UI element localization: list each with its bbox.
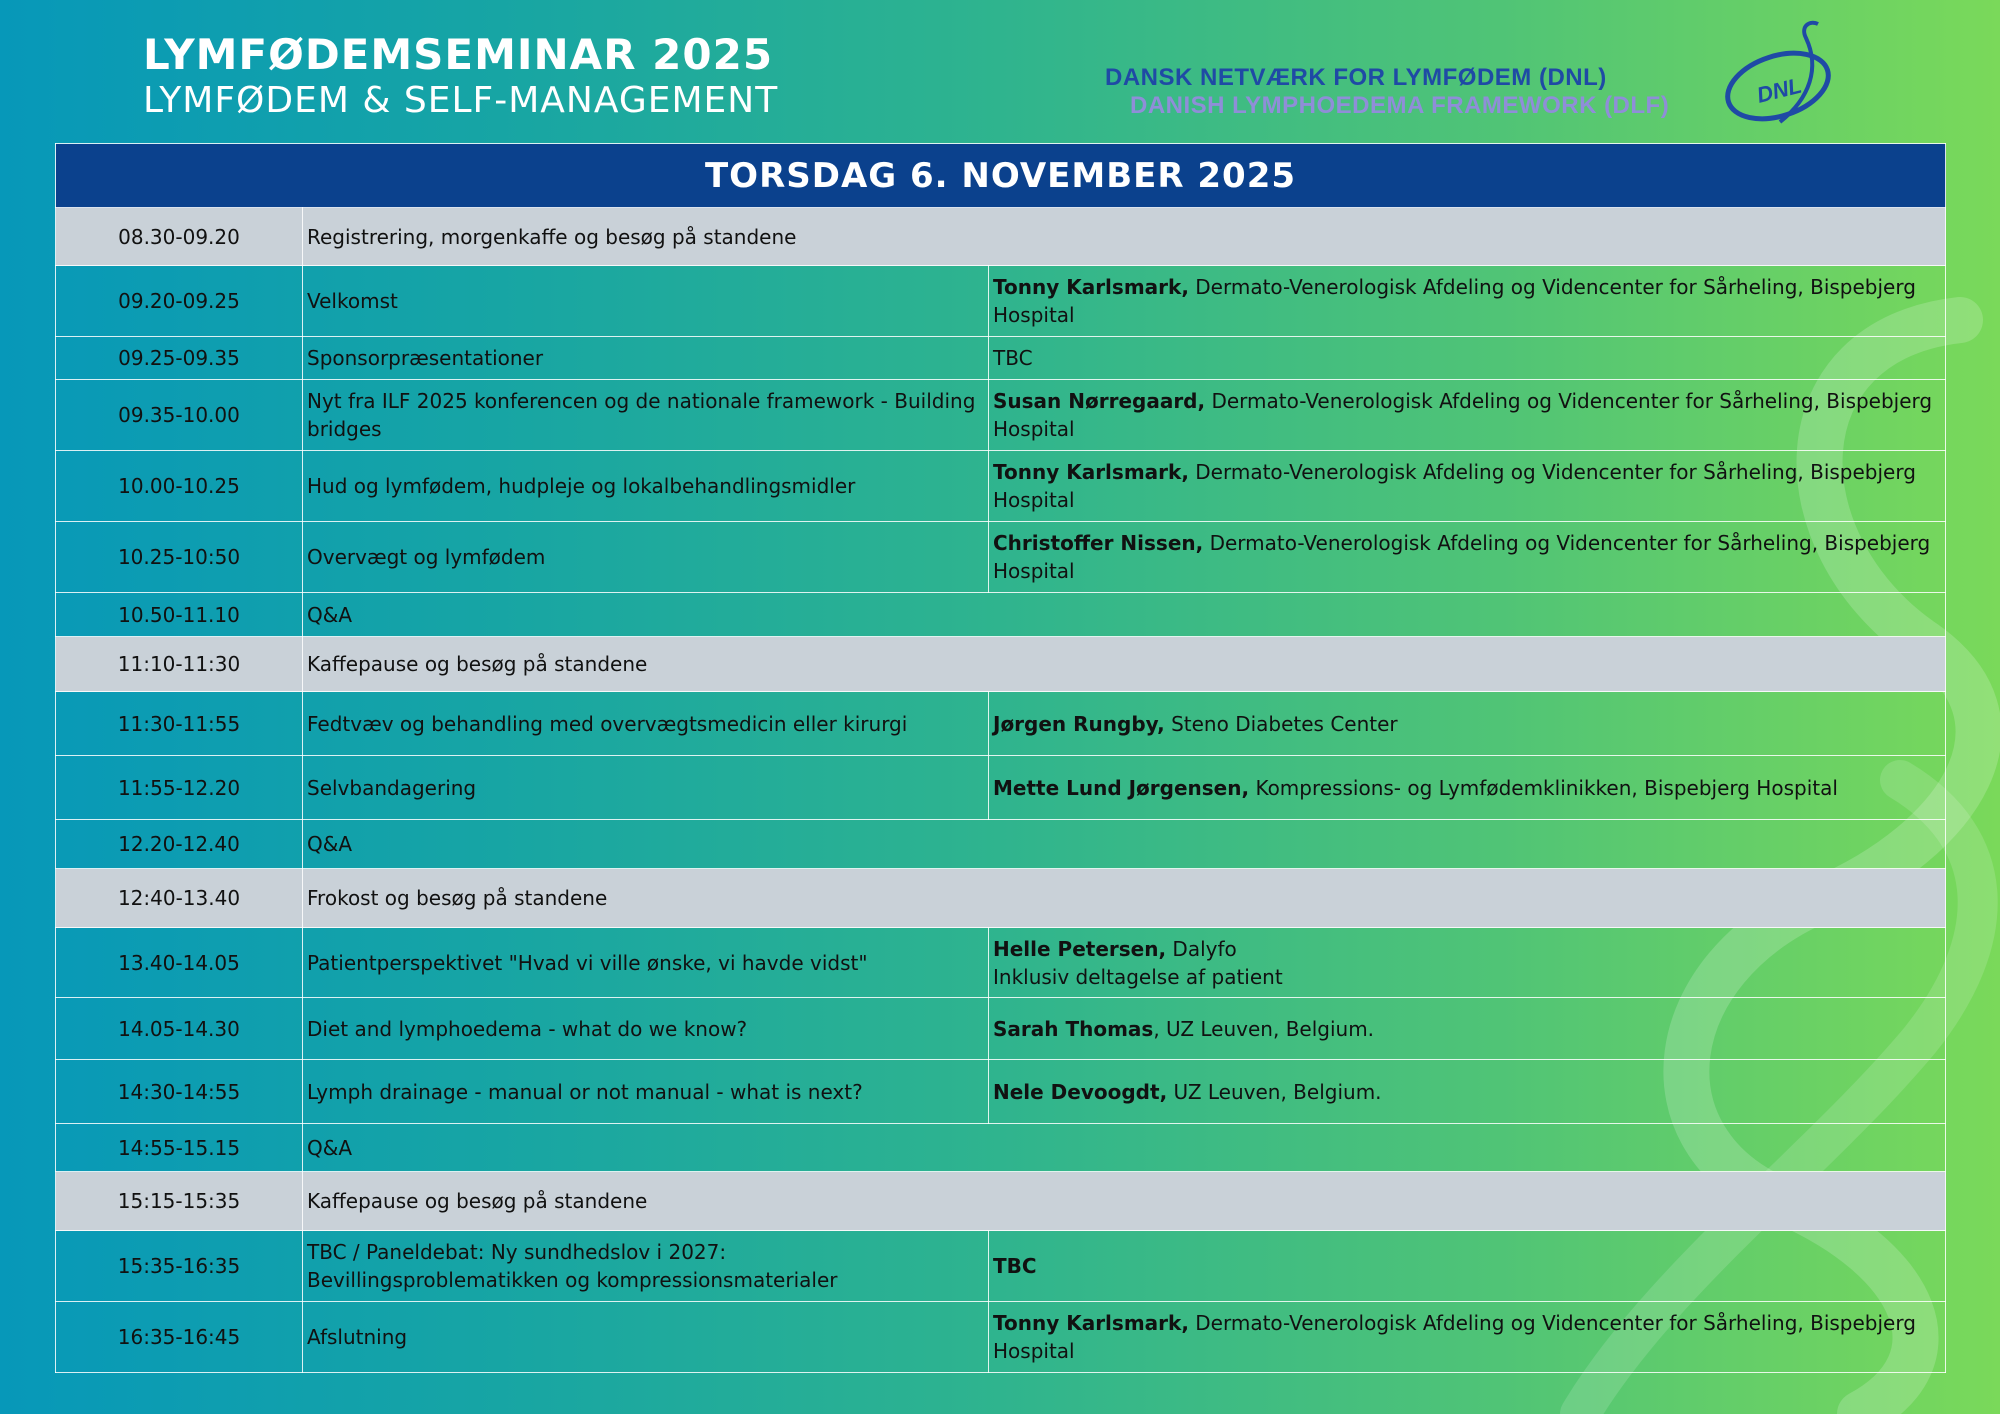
schedule-table xyxy=(55,143,1946,1373)
schedule-row xyxy=(56,522,1946,593)
session-speaker xyxy=(989,998,1946,1060)
org-name-english: DANISH LYMPHOEDEMA FRAMEWORK (DLF) xyxy=(1130,92,1670,119)
schedule-row xyxy=(56,451,1946,522)
session-speaker xyxy=(989,692,1946,756)
session-speaker xyxy=(989,337,1946,380)
session-speaker xyxy=(989,928,1946,998)
speaker-name: Mette Lund Jørgensen, xyxy=(993,775,1250,800)
session-topic: Q&A xyxy=(303,593,1946,637)
session-speaker xyxy=(989,380,1946,451)
session-time: 11:55-12.20 xyxy=(56,756,303,820)
day-title: TORSDAG 6. NOVEMBER 2025 xyxy=(56,144,1946,208)
speaker-name: Nele Devoogdt, xyxy=(993,1079,1168,1104)
session-topic: Kaffepause og besøg på standene xyxy=(303,1172,1946,1231)
speaker-name: TBC xyxy=(993,1254,1037,1278)
dnl-logo xyxy=(1720,18,1840,128)
session-topic: Nyt fra ILF 2025 konferencen og de nationale framework - Building bridges xyxy=(303,380,989,451)
schedule-row xyxy=(56,692,1946,756)
session-topic: Hud og lymfødem, hudpleje og lokalbehandlingsmidler xyxy=(303,451,989,522)
speaker-name: Tonny Karlsmark, xyxy=(993,275,1189,299)
session-speaker xyxy=(989,1231,1946,1302)
speaker-name: Tonny Karlsmark, xyxy=(993,1311,1189,1335)
schedule-row xyxy=(56,820,1946,869)
session-topic: Selvbandagering xyxy=(303,756,989,820)
speaker-affiliation: Dermato-Venerologisk Afdeling og Videncenter for Sårheling, Bispebjerg Hospital xyxy=(993,1311,1916,1363)
schedule-row xyxy=(56,637,1946,692)
schedule-row xyxy=(56,1231,1946,1302)
schedule-row xyxy=(56,208,1946,266)
speaker-name: Helle Petersen, xyxy=(993,936,1167,961)
session-topic: Overvægt og lymfødem xyxy=(303,522,989,593)
speaker-affiliation: UZ Leuven, Belgium. xyxy=(1167,1079,1382,1104)
schedule-row xyxy=(56,1124,1946,1172)
session-time: 15:35-16:35 xyxy=(56,1231,303,1302)
schedule-row xyxy=(56,593,1946,637)
speaker-affiliation: Dalyfo xyxy=(1166,936,1237,961)
session-time: 09.25-09.35 xyxy=(56,337,303,380)
session-topic: Q&A xyxy=(303,1124,1946,1172)
session-time: 10.25-10:50 xyxy=(56,522,303,593)
session-time: 12:40-13.40 xyxy=(56,869,303,928)
session-topic: Patientperspektivet "Hvad vi ville ønske, vi havde vidst" xyxy=(303,928,989,998)
speaker-name: Christoffer Nissen, xyxy=(993,531,1204,555)
schedule-row xyxy=(56,380,1946,451)
session-time: 14:30-14:55 xyxy=(56,1060,303,1124)
speaker-affiliation: Steno Diabetes Center xyxy=(1164,711,1398,736)
session-topic: Diet and lymphoedema - what do we know? xyxy=(303,998,989,1060)
session-topic: Frokost og besøg på standene xyxy=(303,869,1946,928)
session-time: 09.20-09.25 xyxy=(56,266,303,337)
session-topic: Velkomst xyxy=(303,266,989,337)
schedule-row xyxy=(56,998,1946,1060)
session-time: 16:35-16:45 xyxy=(56,1302,303,1373)
schedule-row xyxy=(56,1172,1946,1231)
speaker-affiliation: TBC xyxy=(993,346,1033,370)
session-speaker xyxy=(989,756,1946,820)
session-topic: Sponsorpræsentationer xyxy=(303,337,989,380)
svg-text:DNL: DNL xyxy=(1754,72,1805,108)
schedule-row xyxy=(56,1060,1946,1124)
session-time: 11:30-11:55 xyxy=(56,692,303,756)
speaker-name: Sarah Thomas xyxy=(993,1016,1154,1041)
speaker-name: Susan Nørregaard, xyxy=(993,389,1206,413)
session-time: 14.05-14.30 xyxy=(56,998,303,1060)
schedule-row xyxy=(56,928,1946,998)
speaker-affiliation: Dermato-Venerologisk Afdeling og Videncenter for Sårheling, Bispebjerg Hospital xyxy=(993,389,1933,441)
session-time: 11:10-11:30 xyxy=(56,637,303,692)
session-time: 10.00-10.25 xyxy=(56,451,303,522)
session-time: 12.20-12.40 xyxy=(56,820,303,869)
session-speaker xyxy=(989,1060,1946,1124)
speaker-name: Tonny Karlsmark, xyxy=(993,460,1189,484)
schedule-row xyxy=(56,266,1946,337)
session-speaker xyxy=(989,266,1946,337)
session-time: 10.50-11.10 xyxy=(56,593,303,637)
speaker-note: Inklusiv deltagelse af patient xyxy=(993,964,1283,989)
speaker-name: Jørgen Rungby, xyxy=(993,711,1165,736)
speaker-affiliation: Kompressions- og Lymfødemklinikken, Bispebjerg Hospital xyxy=(1249,775,1838,800)
session-topic: Registrering, morgenkaffe og besøg på standene xyxy=(303,208,1946,266)
session-time: 08.30-09.20 xyxy=(56,208,303,266)
speaker-affiliation: Dermato-Venerologisk Afdeling og Videncenter for Sårheling, Bispebjerg Hospital xyxy=(993,460,1916,512)
schedule-row xyxy=(56,756,1946,820)
session-speaker xyxy=(989,522,1946,593)
seminar-title: LYMFØDEMSEMINAR 2025 xyxy=(143,30,774,79)
session-topic: Q&A xyxy=(303,820,1946,869)
org-name-danish: DANSK NETVÆRK FOR LYMFØDEM (DNL) xyxy=(1105,64,1607,91)
page-header xyxy=(0,0,2000,140)
schedule-row xyxy=(56,869,1946,928)
schedule-row xyxy=(56,1302,1946,1373)
session-time: 14:55-15.15 xyxy=(56,1124,303,1172)
schedule-row xyxy=(56,337,1946,380)
session-topic: Afslutning xyxy=(303,1302,989,1373)
session-topic: Lymph drainage - manual or not manual - what is next? xyxy=(303,1060,989,1124)
speaker-affiliation: , UZ Leuven, Belgium. xyxy=(1153,1016,1375,1041)
speaker-affiliation: Dermato-Venerologisk Afdeling og Videncenter for Sårheling, Bispebjerg Hospital xyxy=(993,531,1931,583)
session-topic: TBC / Paneldebat: Ny sundhedslov i 2027: Bevillingsproblematikken og kompressionsmaterialer xyxy=(303,1231,989,1302)
session-time: 09.35-10.00 xyxy=(56,380,303,451)
session-speaker xyxy=(989,1302,1946,1373)
speaker-affiliation: Dermato-Venerologisk Afdeling og Videncenter for Sårheling, Bispebjerg Hospital xyxy=(993,275,1916,327)
session-topic: Fedtvæv og behandling med overvægtsmedicin eller kirurgi xyxy=(303,692,989,756)
session-time: 13.40-14.05 xyxy=(56,928,303,998)
session-speaker xyxy=(989,451,1946,522)
session-topic: Kaffepause og besøg på standene xyxy=(303,637,1946,692)
seminar-subtitle: LYMFØDEM & SELF-MANAGEMENT xyxy=(143,80,779,121)
session-time: 15:15-15:35 xyxy=(56,1172,303,1231)
